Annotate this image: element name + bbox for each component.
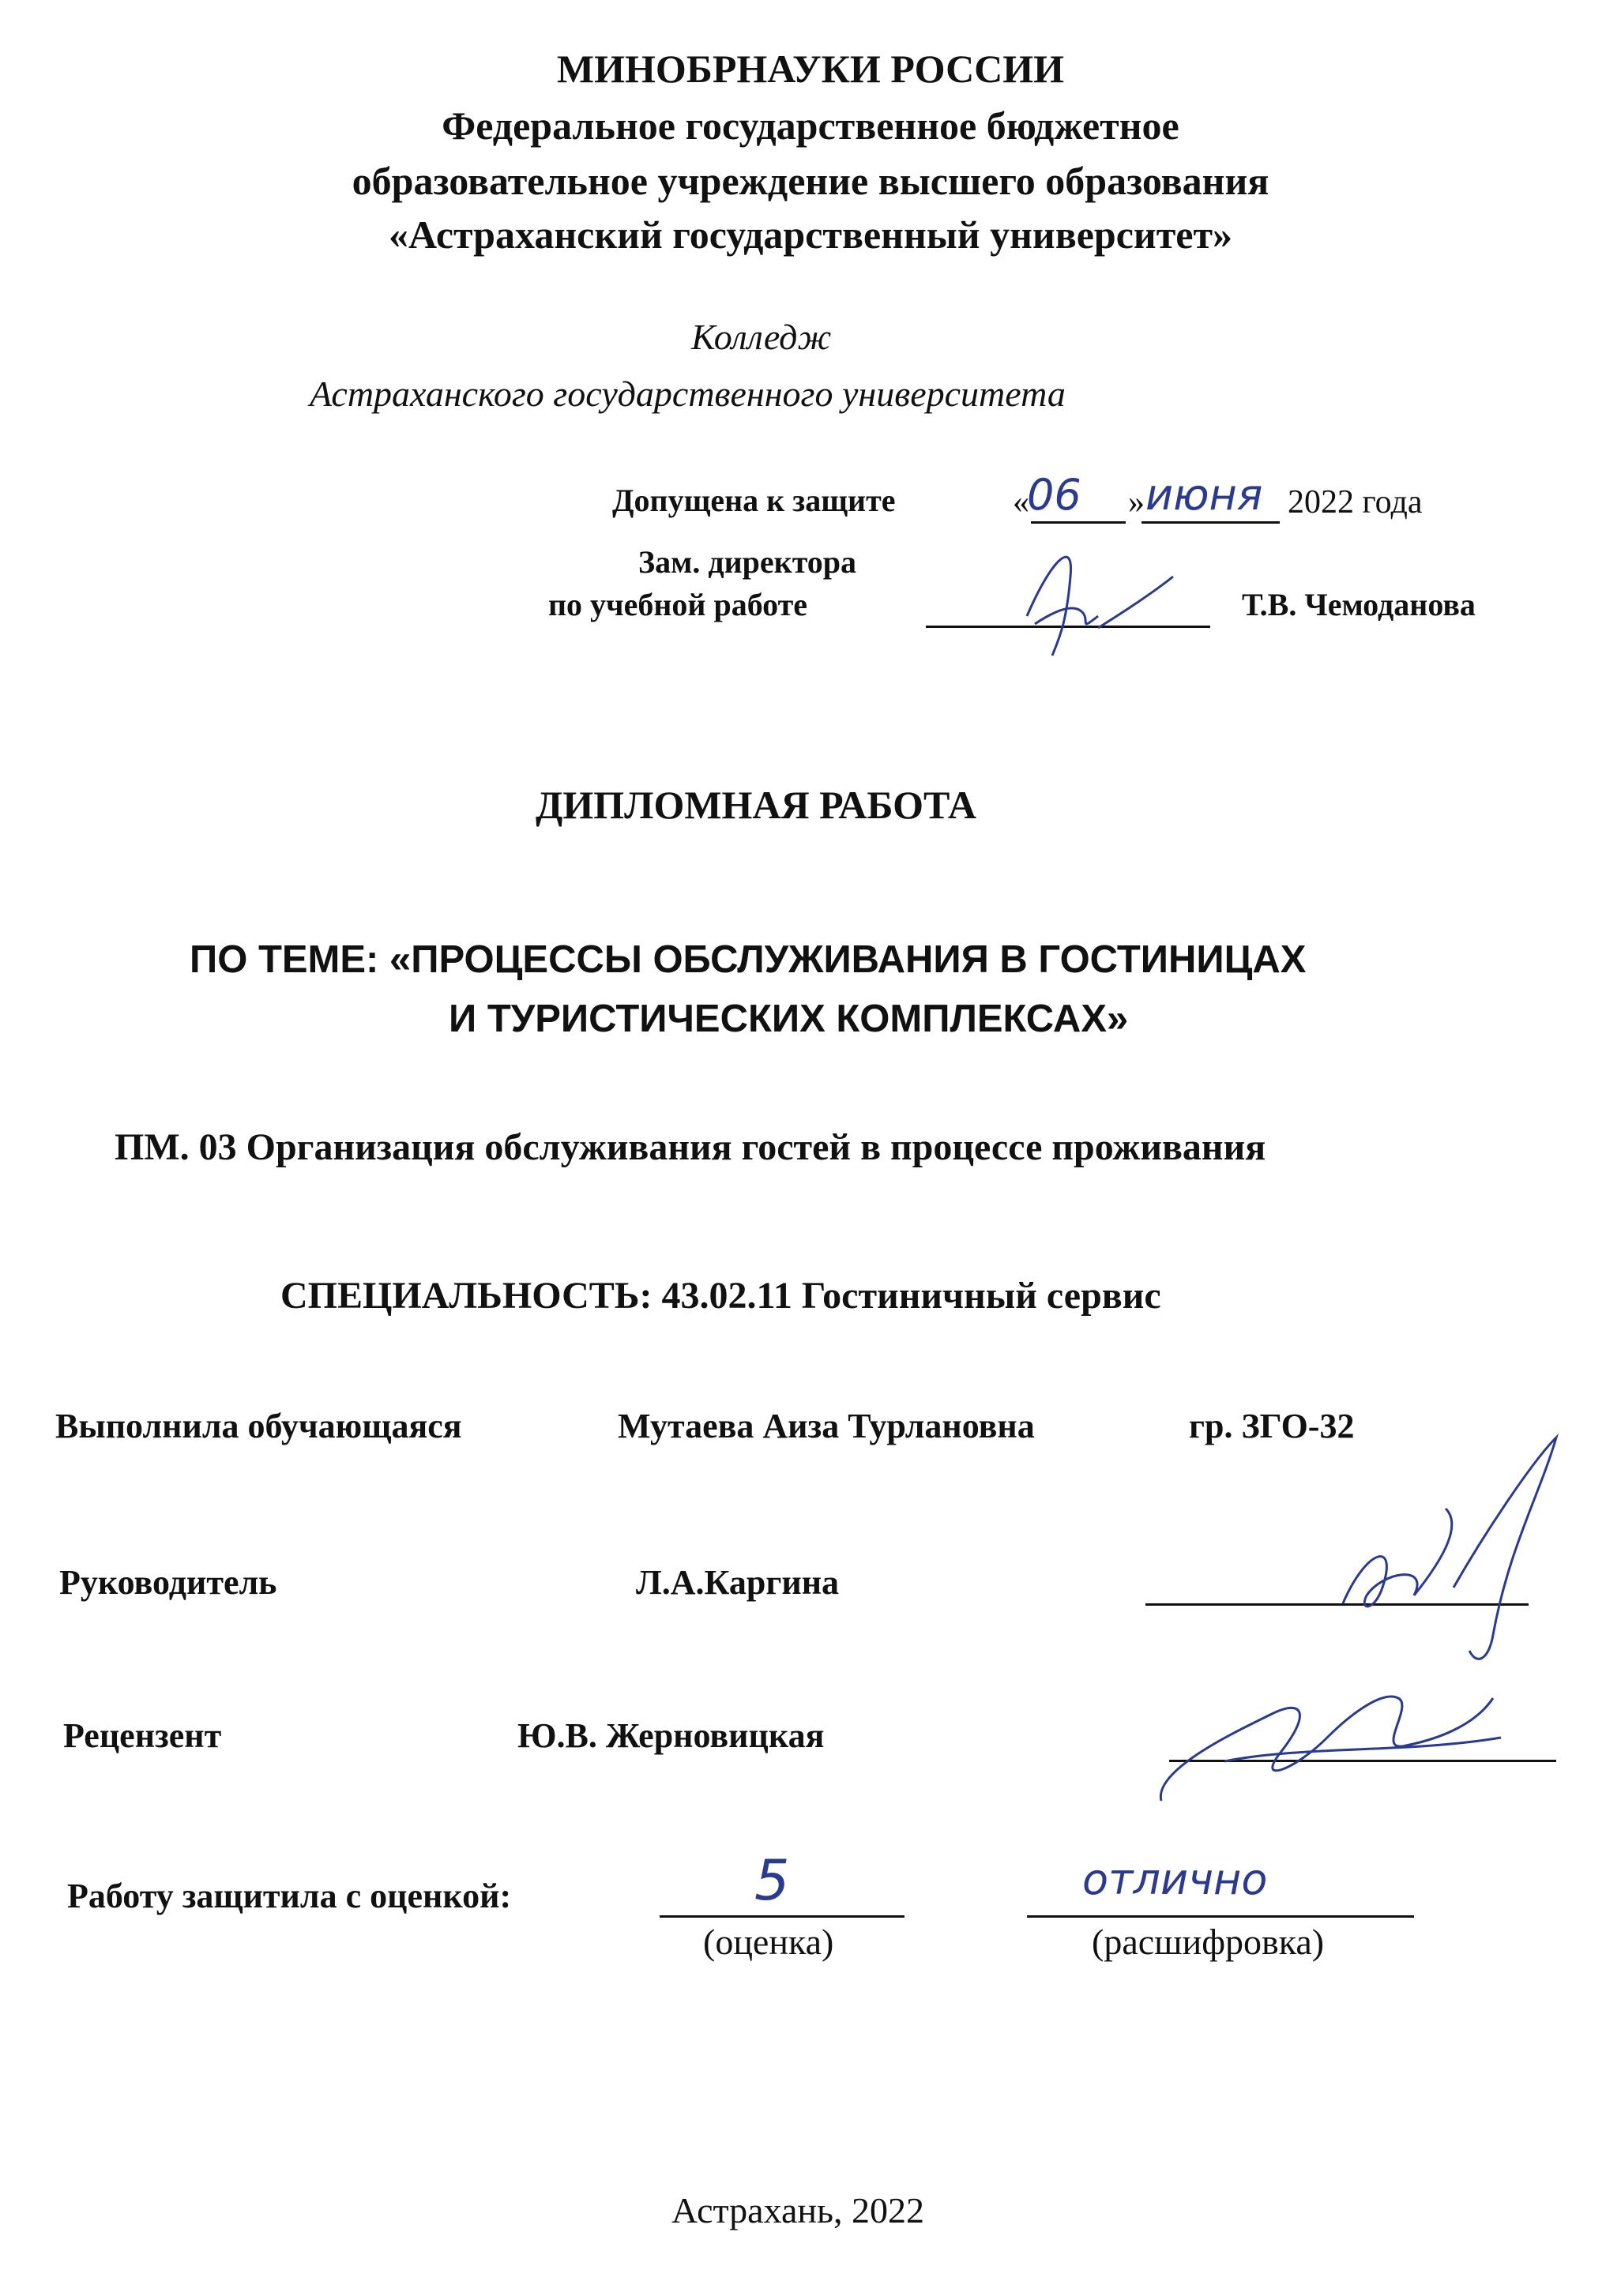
handwritten-day: 06 — [1027, 470, 1081, 520]
approver-name: Т.В. Чемоданова — [1242, 587, 1476, 622]
professional-module: ПМ. 03 Организация обслуживания гостей в процессе проживания — [115, 1126, 1266, 1168]
university-name: «Астраханский государственный университет» — [388, 212, 1233, 257]
supervisor-name: Л.А.Каргина — [636, 1563, 840, 1602]
supervisor-signature-icon — [1335, 1430, 1572, 1682]
approver-signature-icon — [1003, 529, 1177, 663]
reviewer-name: Ю.В. Жерновицкая — [517, 1716, 825, 1755]
institution-line-2: образовательное учреждение высшего образования — [352, 159, 1269, 203]
handwritten-grade: 5 — [754, 1848, 790, 1913]
college-line-1: Колледж — [691, 317, 832, 357]
student-group: гр. ЗГО-32 — [1189, 1407, 1355, 1445]
grade-line — [660, 1915, 905, 1918]
day-underline — [1031, 521, 1126, 524]
student-label: Выполнила обучающаяся — [55, 1407, 462, 1445]
reviewer-label: Рецензент — [63, 1716, 222, 1755]
student-name: Мутаева Аиза Турлановна — [618, 1407, 1035, 1445]
institution-line-1: Федеральное государственное бюджетное — [442, 103, 1179, 148]
specialty: СПЕЦИАЛЬНОСТЬ: 43.02.11 Гостиничный сервис — [280, 1275, 1161, 1317]
handwritten-month: июня — [1145, 470, 1263, 520]
theme-line-2: И ТУРИСТИЧЕСКИХ КОМПЛЕКСАХ» — [449, 998, 1129, 1040]
defense-label: Работу защитила с оценкой: — [67, 1877, 512, 1915]
handwritten-grade-text: отлично — [1082, 1854, 1268, 1904]
college-line-2: Астраханского государственного университета — [310, 374, 1066, 414]
position-line-1: Зам. директора — [638, 544, 857, 580]
theme-line-1: ПО ТЕМЕ: «ПРОЦЕССЫ ОБСЛУЖИВАНИЯ В ГОСТИНИЦАХ — [190, 938, 1307, 981]
supervisor-label: Руководитель — [59, 1563, 277, 1602]
month-underline — [1141, 521, 1280, 524]
grade-text-line — [1027, 1915, 1414, 1918]
admitted-label: Допущена к защите — [612, 483, 896, 518]
grade-caption: (оценка) — [703, 1922, 834, 1962]
reviewer-signature-icon — [1145, 1667, 1509, 1824]
grade-text-caption: (расшифровка) — [1092, 1922, 1325, 1962]
city-year: Астрахань, 2022 — [671, 2190, 924, 2230]
position-line-2: по учебной работе — [548, 587, 808, 622]
quote-close: » — [1128, 484, 1145, 520]
work-type: ДИПЛОМНАЯ РАБОТА — [536, 783, 976, 827]
quote-open: « — [1013, 484, 1029, 520]
ministry-title: МИНОБРНАУКИ РОССИИ — [556, 47, 1065, 91]
year-text: 2022 года — [1288, 484, 1423, 520]
